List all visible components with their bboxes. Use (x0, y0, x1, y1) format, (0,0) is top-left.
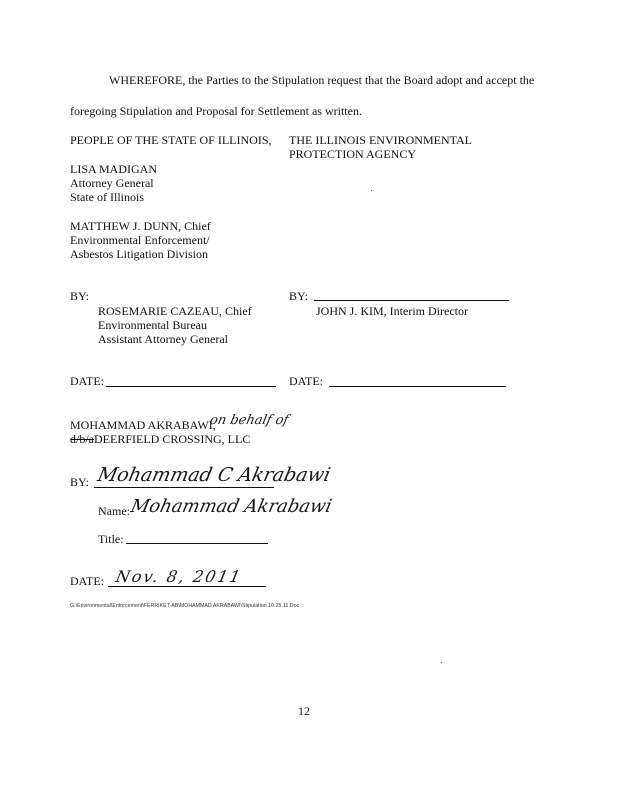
respondent-name: MOHAMMAD AKRABAWI, (70, 418, 216, 432)
struck-dba-text: d/b/a (70, 432, 94, 446)
left-date-label: DATE: (70, 374, 104, 388)
respondent-name-handwritten: Mohammad Akrabawi (128, 496, 334, 517)
scan-speck (371, 190, 372, 191)
respondent-title-label: Title: (98, 532, 124, 546)
respondent-entity: DEERFIELD CROSSING, LLC (94, 432, 251, 446)
left-signer-name: ROSEMARIE CAZEAU, Chief (98, 304, 252, 318)
right-by-label: BY: (289, 289, 308, 303)
respondent-date-line (108, 586, 266, 587)
respondent-date-handwritten: Nov. 8, 2011 (113, 567, 245, 586)
chief-title-2: Asbestos Litigation Division (70, 247, 208, 261)
respondent-title-line (126, 543, 268, 544)
attorney-general-name: LISA MADIGAN (70, 162, 157, 176)
respondent-entity-line (70, 432, 250, 446)
agency-heading-2: PROTECTION AGENCY (289, 147, 417, 161)
chief-name: MATTHEW J. DUNN, Chief (70, 219, 211, 233)
respondent-by-label: BY: (70, 475, 89, 489)
respondent-signature-line (94, 487, 274, 488)
scan-speck (441, 662, 442, 663)
left-by-label: BY: (70, 289, 89, 303)
paragraph-line-2: foregoing Stipulation and Proposal for Settlement as written. (70, 104, 362, 118)
people-of-illinois-heading: PEOPLE OF THE STATE OF ILLINOIS, (70, 133, 272, 147)
right-signature-line (314, 300, 509, 301)
right-date-line (329, 386, 506, 387)
respondent-name-label: Name: (98, 504, 130, 518)
respondent-date-label: DATE: (70, 574, 104, 588)
right-signer-name: JOHN J. KIM, Interim Director (316, 304, 468, 318)
attorney-general-state: State of Illinois (70, 190, 144, 204)
paragraph-line-1: WHEREFORE, the Parties to the Stipulation request that the Board adopt and accept the (109, 73, 535, 87)
page-number: 12 (298, 704, 310, 718)
chief-title-1: Environmental Enforcement/ (70, 233, 210, 247)
right-date-label: DATE: (289, 374, 323, 388)
file-path-footer: G:\Environmental\Enforcement\FERRIKET-AB\MOHAMMAD AKRABAWI\Stipulation 10.25.11.Doc (70, 603, 300, 609)
attorney-general-title: Attorney General (70, 176, 154, 190)
left-signer-title-1: Environmental Bureau (98, 318, 207, 332)
left-date-line (106, 386, 276, 387)
agency-heading-1: THE ILLINOIS ENVIRONMENTAL (289, 133, 473, 147)
left-signer-title-2: Assistant Attorney General (98, 332, 228, 346)
respondent-handwritten-addition: on behalf of (208, 413, 290, 428)
respondent-signature: Mohammad C Akrabawi (95, 464, 333, 486)
